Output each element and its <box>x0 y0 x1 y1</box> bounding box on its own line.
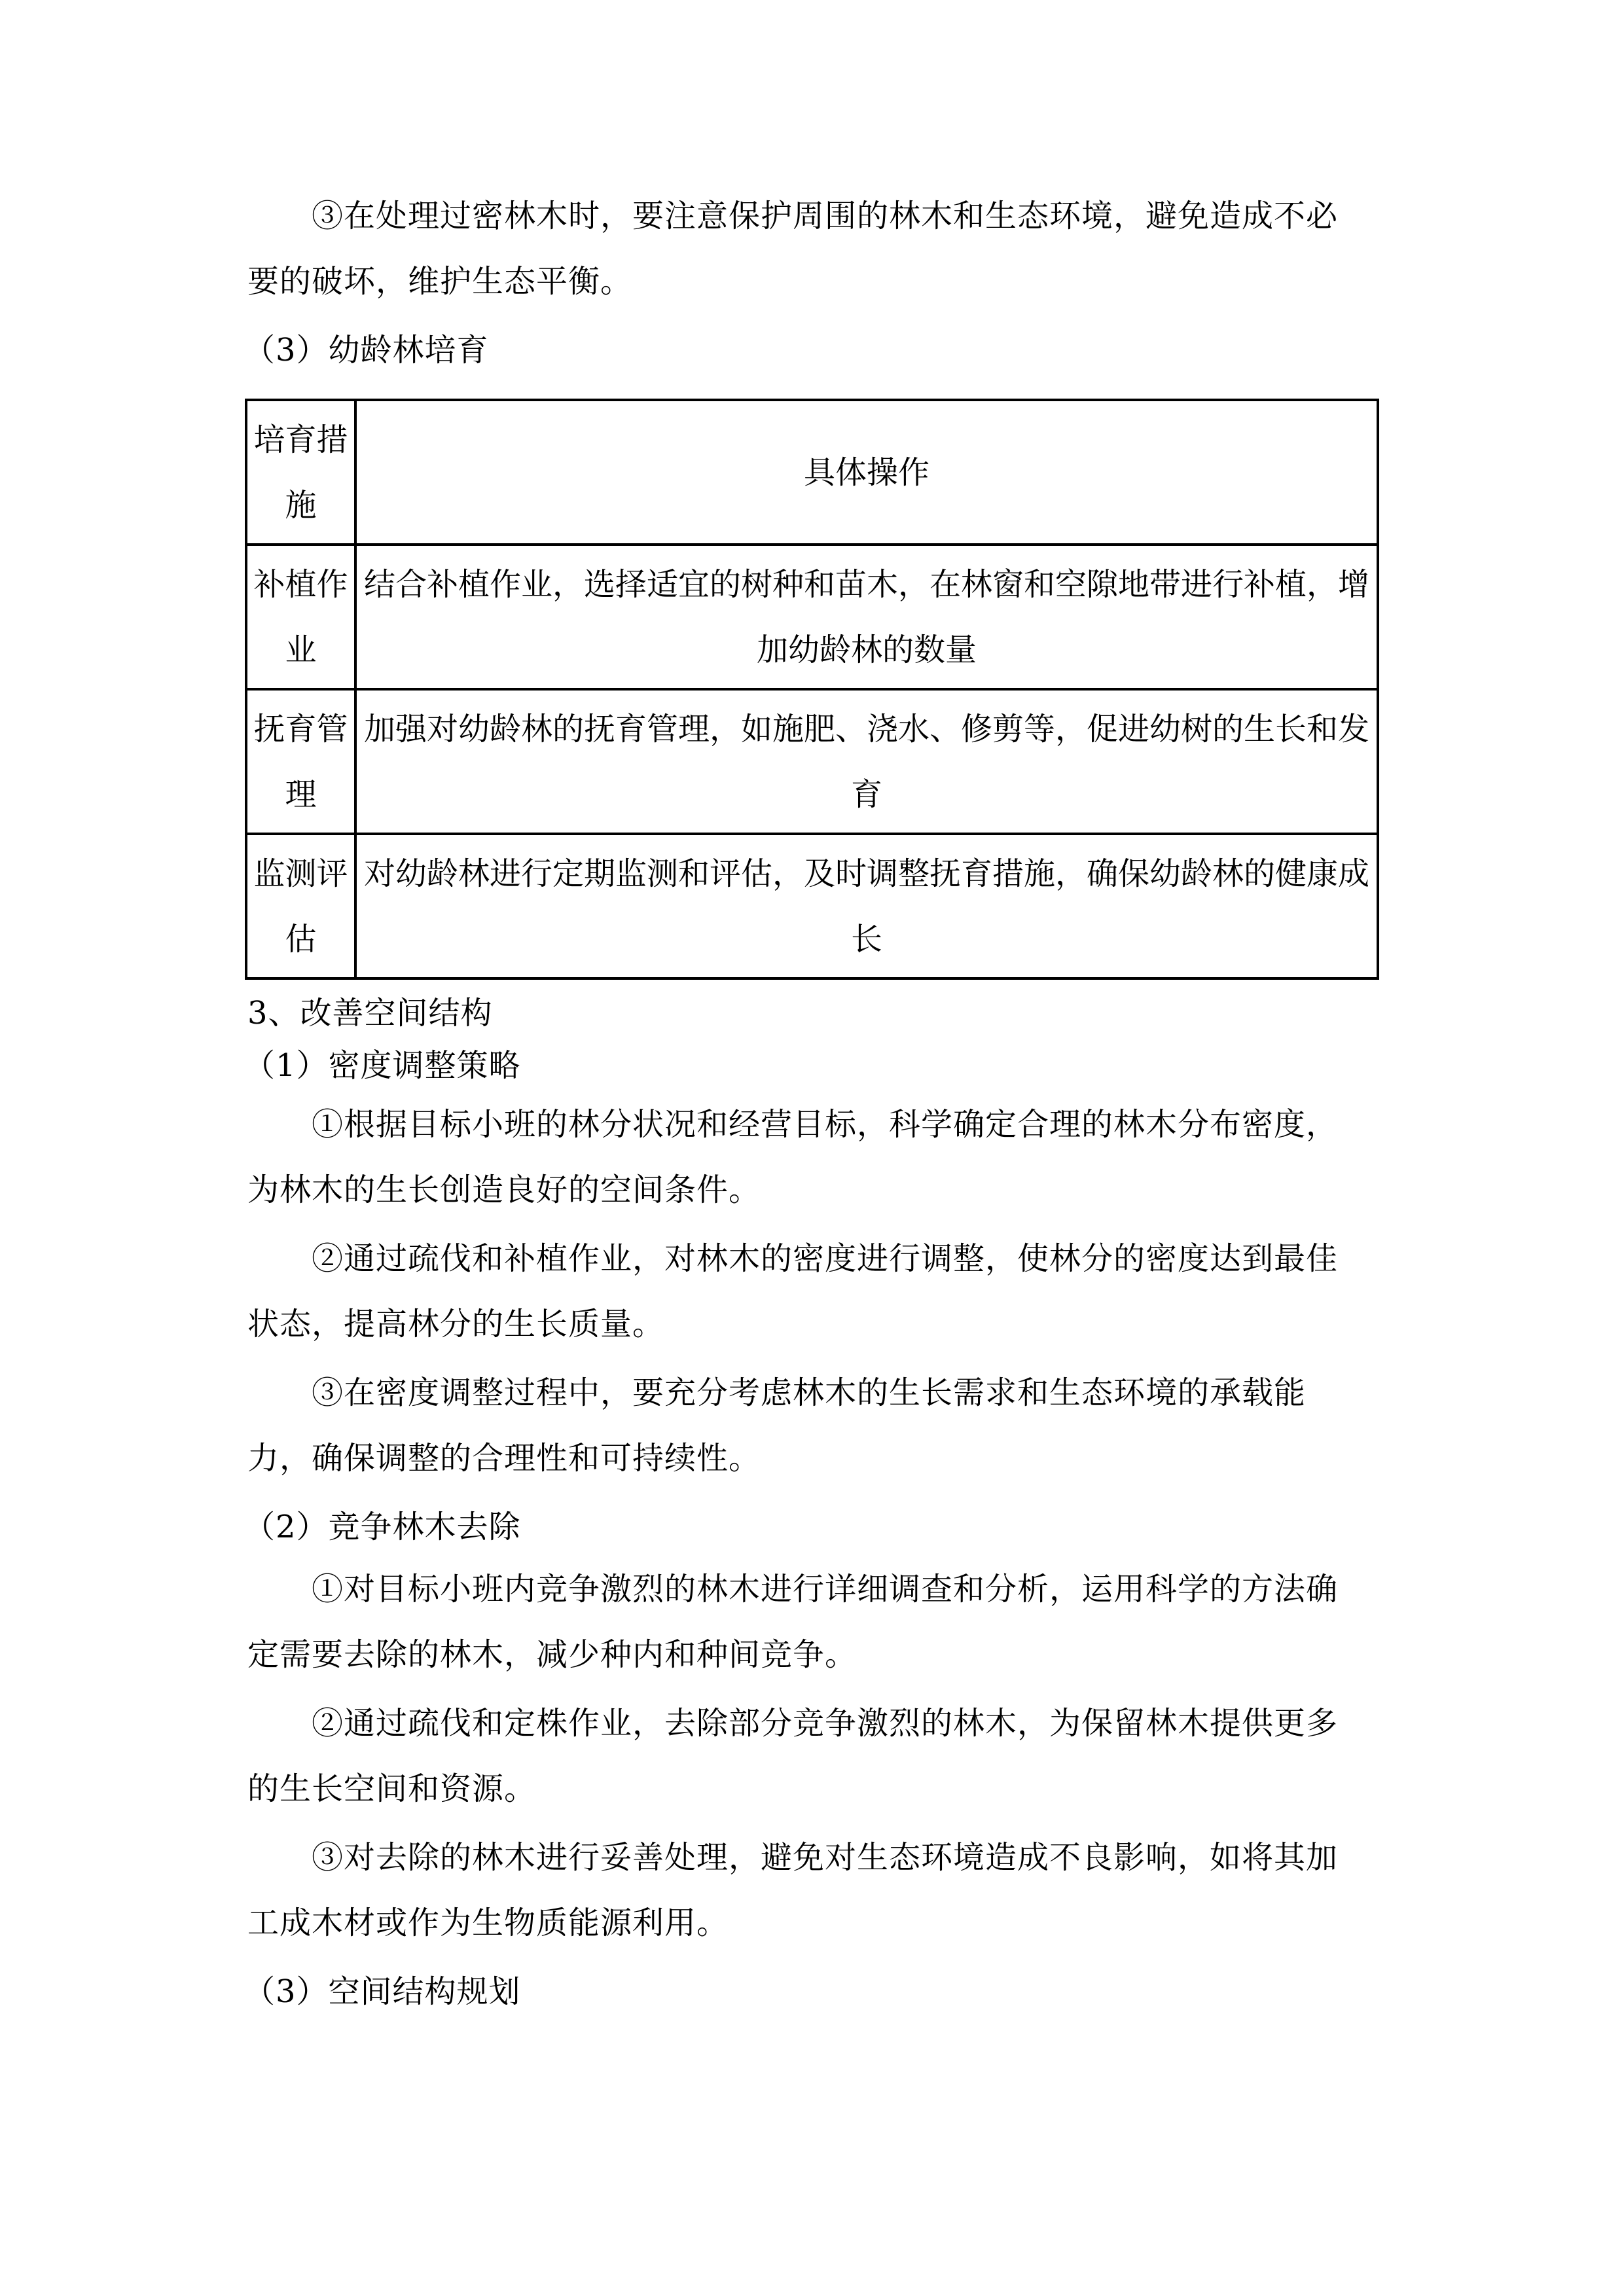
subsection-heading: （1）密度调整策略 <box>244 1047 521 1084</box>
paragraph-line: ③在处理过密林木时，要注意保护周围的林木和生态环境，避免造成不必 <box>312 198 1339 234</box>
paragraph-line: 定需要去除的林木，减少种内和种间竞争。 <box>247 1636 857 1673</box>
paragraph-line: ①对目标小班内竞争激烈的林木进行详细调查和分析，运用科学的方法确 <box>312 1571 1339 1607</box>
table-header-row <box>246 400 1378 545</box>
subsection-heading: （2）竞争林木去除 <box>244 1509 521 1545</box>
table-cell-operation: 结合补植作业，选择适宜的树种和苗木，在林窗和空隙地带进行补植，增加幼龄林的数量 <box>355 545 1378 689</box>
paragraph-line: 状态，提高林分的生长质量。 <box>247 1306 665 1342</box>
paragraph-line: ②通过疏伐和补植作业，对林木的密度进行调整，使林分的密度达到最佳 <box>312 1240 1339 1277</box>
paragraph-line: 要的破坏，维护生态平衡。 <box>247 263 633 300</box>
table-cell-measure: 抚育管理 <box>246 689 355 834</box>
table-header-cell: 培育措施 <box>246 400 355 545</box>
table-cell-operation: 加强对幼龄林的抚育管理，如施肥、浇水、修剪等，促进幼树的生长和发育 <box>355 689 1378 834</box>
paragraph-line: 为林木的生长创造良好的空间条件。 <box>247 1172 761 1208</box>
table-row <box>246 689 1378 834</box>
section-heading: （3）幼龄林培育 <box>244 332 489 368</box>
young-forest-cultivation-table <box>245 399 1379 980</box>
paragraph-line: 的生长空间和资源。 <box>247 1770 537 1807</box>
section-title: 3、改善空间结构 <box>247 995 493 1031</box>
paragraph-line: ①根据目标小班的林分状况和经营目标，科学确定合理的林木分布密度， <box>312 1106 1339 1143</box>
paragraph-line: ②通过疏伐和定株作业，去除部分竞争激烈的林木，为保留林木提供更多 <box>312 1705 1339 1742</box>
paragraph-line: ③在密度调整过程中，要充分考虑林木的生长需求和生态环境的承载能 <box>312 1374 1307 1411</box>
table-cell-measure: 补植作业 <box>246 545 355 689</box>
paragraph-line: ③对去除的林木进行妥善处理，避免对生态环境造成不良影响，如将其加 <box>312 1839 1339 1876</box>
table-row <box>246 834 1378 978</box>
table-row <box>246 545 1378 689</box>
table-header-cell: 具体操作 <box>355 400 1378 545</box>
paragraph-line: 力，确保调整的合理性和可持续性。 <box>247 1440 761 1477</box>
subsection-heading: （3）空间结构规划 <box>244 1973 521 2010</box>
paragraph-line: 工成木材或作为生物质能源利用。 <box>247 1905 729 1941</box>
table-cell-operation: 对幼龄林进行定期监测和评估，及时调整抚育措施，确保幼龄林的健康成长 <box>355 834 1378 978</box>
table-cell-measure: 监测评估 <box>246 834 355 978</box>
